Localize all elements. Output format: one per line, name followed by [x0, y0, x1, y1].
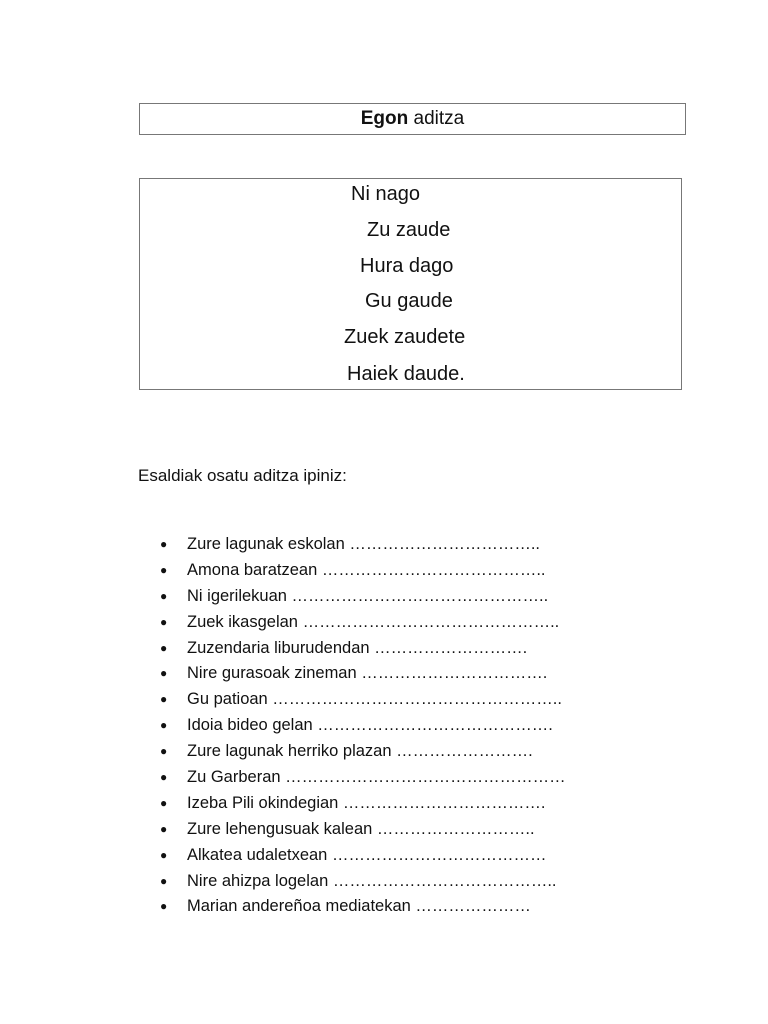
bullet-icon: ● — [160, 588, 168, 603]
exercise-text: Ni igerilekuan ……………………………………….. — [187, 586, 549, 605]
list-item — [160, 583, 590, 609]
exercise-text: Zu Garberan …………………………………………… — [187, 768, 566, 787]
exercise-instruction: Esaldiak osatu aditza ipiniz: — [138, 466, 347, 485]
list-item — [160, 531, 590, 557]
worksheet-title — [139, 103, 686, 135]
conjugation-line: Ni nago — [351, 183, 420, 205]
bullet-icon: ● — [160, 614, 168, 629]
list-item — [160, 609, 590, 635]
bullet-icon: ● — [160, 899, 168, 914]
list-item — [160, 557, 590, 583]
list-item — [160, 686, 590, 712]
list-item — [160, 893, 590, 919]
bullet-icon: ● — [160, 666, 168, 681]
exercise-text: Zuzendaria liburudendan ………………………. — [187, 638, 528, 657]
bullet-icon: ● — [160, 795, 168, 810]
bullet-icon: ● — [160, 770, 168, 785]
exercise-text: Zuek ikasgelan ……………………………………….. — [187, 612, 560, 631]
conjugation-line: Gu gaude — [365, 290, 453, 312]
list-item — [160, 712, 590, 738]
exercise-text: Zure lehengusuak kalean ……………………….. — [187, 819, 535, 838]
list-item — [160, 868, 590, 894]
exercise-text: Izeba Pili okindegian ………………………………. — [187, 793, 546, 812]
title-verb: Egon — [360, 108, 409, 129]
exercise-text: Marian andereñoa mediatekan ………………… — [187, 897, 531, 916]
exercise-text: Zure lagunak eskolan …………………………….. — [187, 535, 541, 553]
bullet-icon: ● — [160, 847, 168, 862]
list-item — [160, 764, 590, 790]
title-rest: aditza — [413, 108, 465, 129]
list-item — [160, 738, 590, 764]
list-item — [160, 660, 590, 686]
bullet-icon: ● — [160, 718, 168, 733]
bullet-icon: ● — [160, 537, 168, 551]
conjugation-table — [139, 178, 682, 390]
list-item — [160, 635, 590, 661]
exercise-text: Amona baratzean ………………………………….. — [187, 560, 546, 579]
conjugation-line: Haiek daude. — [347, 363, 465, 385]
conjugation-line: Hura dago — [360, 255, 454, 277]
list-item — [160, 790, 590, 816]
bullet-icon: ● — [160, 744, 168, 759]
exercise-text: Alkatea udaletxean ………………………………… — [187, 845, 547, 864]
conjugation-line: Zu zaude — [367, 219, 451, 241]
bullet-icon: ● — [160, 562, 168, 577]
exercise-text: Gu patioan …………………………………………….. — [187, 690, 562, 709]
exercise-text: Nire gurasoak zineman ……………………………. — [187, 664, 548, 683]
conjugation-line: Zuek zaudete — [344, 326, 466, 348]
list-item — [160, 842, 590, 868]
exercise-list — [160, 531, 590, 919]
bullet-icon: ● — [160, 821, 168, 836]
exercise-text: Zure lagunak herriko plazan ……………………. — [187, 742, 533, 761]
bullet-icon: ● — [160, 640, 168, 655]
bullet-icon: ● — [160, 873, 168, 888]
bullet-icon: ● — [160, 692, 168, 707]
list-item — [160, 816, 590, 842]
exercise-text: Nire ahizpa logelan ………………………………….. — [187, 871, 557, 890]
exercise-text: Idoia bideo gelan ……………………………………. — [187, 716, 553, 735]
